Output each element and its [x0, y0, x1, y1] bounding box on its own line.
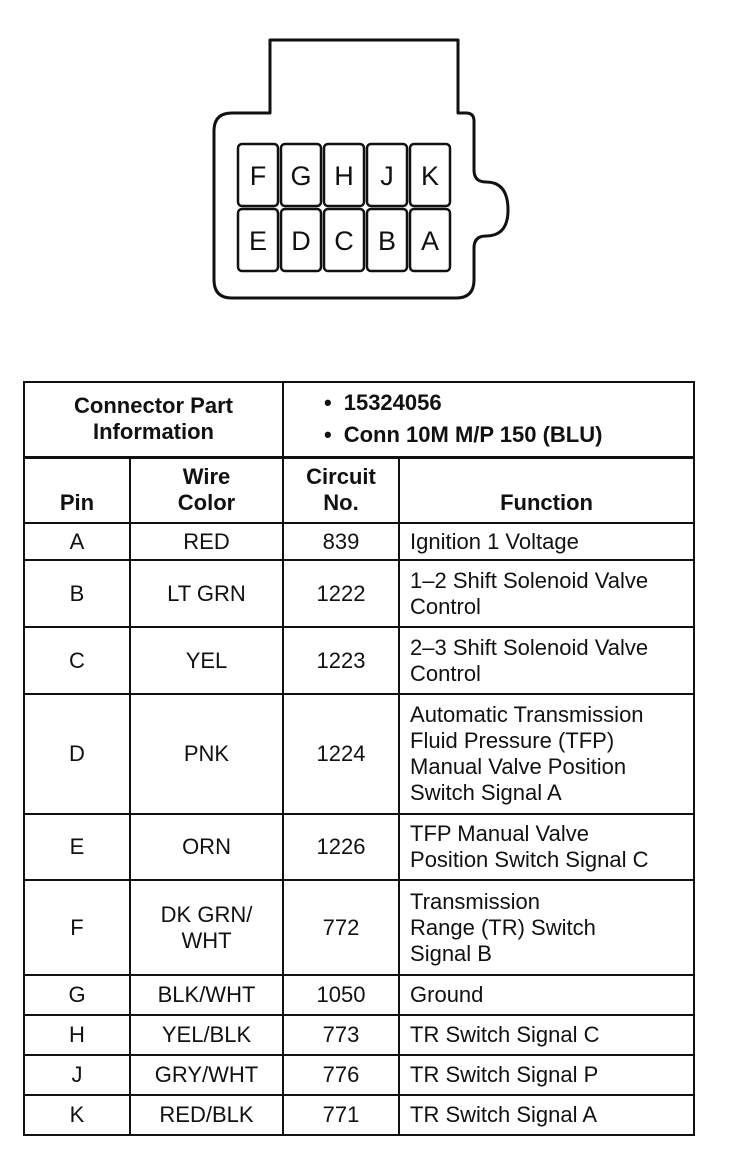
wire-color-line: YEL	[185, 647, 228, 673]
connector-description: Conn 10M M/P 150 (BLU)	[343, 422, 603, 448]
function-cell	[399, 694, 694, 814]
pin-row	[24, 694, 694, 814]
pin-cell: K	[24, 1095, 130, 1135]
header-circuit-line2: No.	[323, 490, 359, 515]
pin-row	[24, 1015, 694, 1055]
function-line: Transmission	[410, 888, 541, 914]
pin-cavity-label: A	[420, 226, 440, 256]
function-cell	[399, 1095, 694, 1135]
circuit-cell: 1224	[283, 694, 399, 814]
header-pin: Pin	[24, 457, 130, 523]
bullet: •	[324, 390, 332, 416]
header-circuit	[283, 457, 399, 523]
pin-row	[24, 975, 694, 1015]
pin-cell: E	[24, 814, 130, 880]
pin-cell: B	[24, 560, 130, 627]
wire-color-line: BLK/WHT	[157, 982, 256, 1007]
wire-color-cell	[130, 523, 283, 560]
circuit-cell: 1226	[283, 814, 399, 880]
header-wire-color-line1: Wire	[182, 464, 231, 489]
function-line: 2–3 Shift Solenoid Valve	[410, 634, 649, 660]
wire-color-cell	[130, 627, 283, 694]
function-line: TR Switch Signal P	[410, 1062, 599, 1087]
pin-cavity-label: B	[377, 226, 397, 256]
circuit-cell: 1223	[283, 627, 399, 694]
header-wire-color	[130, 457, 283, 523]
pin-cell: C	[24, 627, 130, 694]
connector-info-label	[24, 382, 283, 457]
header-row	[24, 457, 694, 523]
wire-color-line: DK GRN/	[160, 901, 253, 927]
wire-color-line: ORN	[182, 834, 231, 859]
function-line: Ground	[410, 982, 484, 1007]
pin-row	[24, 880, 694, 975]
pin-cell: H	[24, 1015, 130, 1055]
pin-cell: D	[24, 694, 130, 814]
circuit-cell: 772	[283, 880, 399, 975]
pin-row	[24, 627, 694, 694]
function-line: Switch Signal A	[410, 780, 562, 805]
pin-row	[24, 814, 694, 880]
wire-color-cell	[130, 560, 283, 627]
pin-cell: J	[24, 1055, 130, 1095]
function-line: 1–2 Shift Solenoid Valve	[410, 567, 649, 593]
function-cell	[399, 1015, 694, 1055]
circuit-cell: 839	[283, 523, 399, 560]
wire-color-cell	[130, 1015, 283, 1055]
pin-cell: A	[24, 523, 130, 560]
wire-color-line: YEL/BLK	[161, 1022, 252, 1047]
pin-row	[24, 1095, 694, 1135]
wire-color-line: RED/BLK	[159, 1102, 254, 1127]
header-function: Function	[399, 457, 694, 523]
pin-row	[24, 1055, 694, 1095]
function-cell	[399, 814, 694, 880]
pin-row	[24, 560, 694, 627]
pin-cavity-label: K	[420, 161, 440, 191]
part-number: 15324056	[343, 390, 442, 416]
circuit-cell: 1222	[283, 560, 399, 627]
function-cell	[399, 880, 694, 975]
wire-color-line: RED	[183, 528, 230, 554]
connector-diagram	[0, 0, 736, 320]
function-line: TR Switch Signal A	[410, 1102, 598, 1127]
circuit-cell: 773	[283, 1015, 399, 1055]
function-cell	[399, 560, 694, 627]
wire-color-cell	[130, 1095, 283, 1135]
pin-cavities	[238, 144, 450, 271]
wire-color-cell	[130, 880, 283, 975]
pin-cell: F	[24, 880, 130, 975]
connector-info-label-line2: Information	[93, 419, 214, 445]
circuit-cell: 771	[283, 1095, 399, 1135]
header-circuit-line1: Circuit	[306, 464, 376, 489]
pin-cavity-label: G	[290, 161, 312, 191]
connector-info-label-line1: Connector Part	[74, 393, 233, 419]
wire-color-cell	[130, 1055, 283, 1095]
circuit-cell: 776	[283, 1055, 399, 1095]
wire-color-line: PNK	[183, 741, 230, 766]
connector-info-row	[24, 382, 694, 457]
function-line: Range (TR) Switch	[410, 914, 596, 940]
pin-table	[23, 381, 695, 1136]
function-line: Fluid Pressure (TFP)	[410, 728, 615, 753]
pin-cavity-label: H	[334, 161, 354, 191]
function-line: Signal B	[410, 940, 492, 966]
pin-cavity-label: D	[291, 226, 311, 256]
wire-color-cell	[130, 694, 283, 814]
pin-cavity-label: J	[380, 161, 394, 191]
header-wire-color-line2: Color	[177, 490, 236, 515]
function-cell	[399, 975, 694, 1015]
function-cell	[399, 627, 694, 694]
function-cell	[399, 523, 694, 560]
function-line: Automatic Transmission	[410, 702, 644, 727]
function-cell	[399, 1055, 694, 1095]
function-line: Control	[410, 660, 481, 686]
pin-cavity-label: F	[249, 161, 267, 191]
bullet: •	[324, 422, 332, 448]
function-line: Manual Valve Position	[410, 754, 627, 779]
wire-color-line: WHT	[181, 927, 232, 953]
function-line: Position Switch Signal C	[410, 847, 649, 872]
circuit-cell: 1050	[283, 975, 399, 1015]
wire-color-cell	[130, 814, 283, 880]
connector-info-value	[283, 382, 694, 457]
pin-cavity-label: C	[334, 226, 354, 256]
function-line: TFP Manual Valve	[410, 821, 589, 846]
pin-cell: G	[24, 975, 130, 1015]
wire-color-line: GRY/WHT	[154, 1062, 259, 1087]
function-line: Ignition 1 Voltage	[410, 528, 579, 554]
wire-color-line: LT GRN	[167, 580, 246, 606]
pin-cavity-label: E	[248, 226, 268, 256]
function-line: TR Switch Signal C	[410, 1022, 600, 1047]
pin-row	[24, 523, 694, 560]
wire-color-cell	[130, 975, 283, 1015]
function-line: Control	[410, 593, 481, 619]
